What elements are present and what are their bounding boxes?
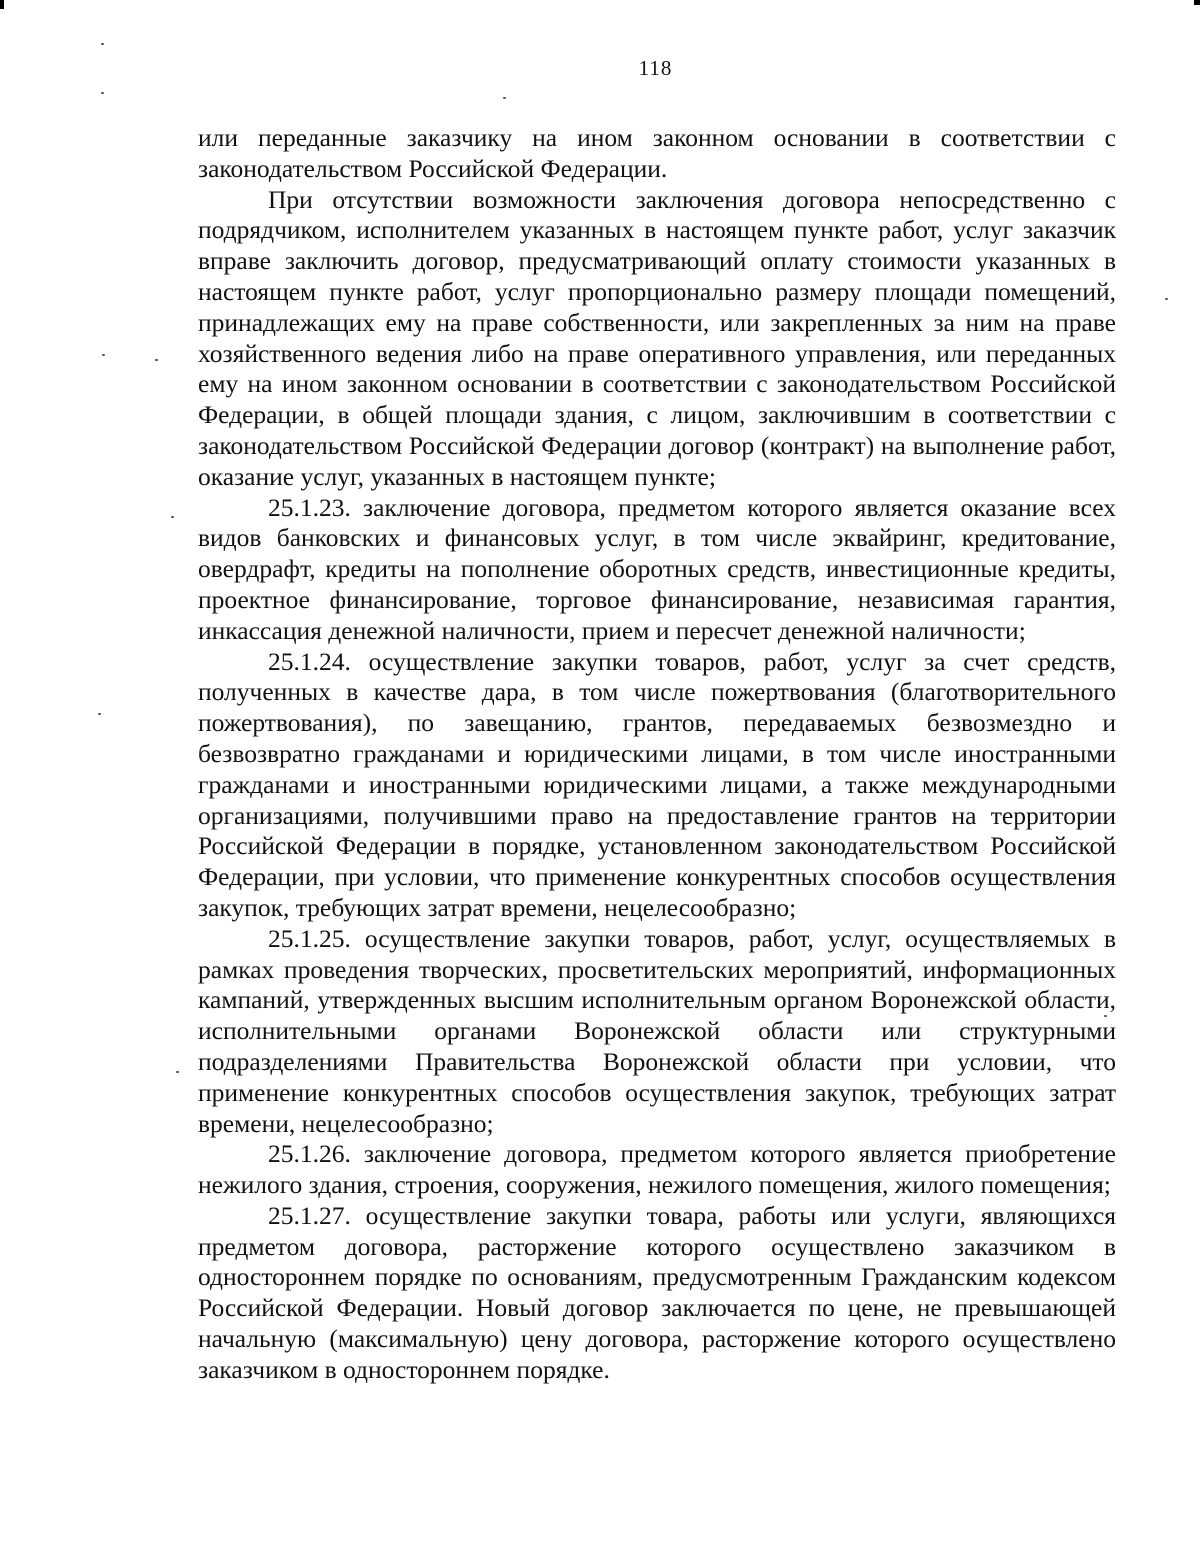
paragraph-25-1-26: 25.1.26. заключение договора, предметом которого является приобретение нежилого здания, строения, сооружения, нежилого помещения, жилого помещения; bbox=[198, 1139, 1116, 1200]
scan-speck bbox=[98, 713, 101, 715]
scan-speck bbox=[101, 43, 104, 45]
scan-edge-mark-left bbox=[0, 0, 4, 9]
paragraph-25-1-27: 25.1.27. осуществление закупки товара, работы или услуги, являющихся предметом договора, расторжение которого осуществлено заказчиком в одностороннем порядке по основаниям, предусмотренным Гражданским кодексом Российской Федерации. Новый договор заключается по цене, не превышающей начальную (максимальную) цену договора, расторжение которого осуществлено заказчиком в одностороннем порядке. bbox=[198, 1200, 1116, 1384]
scan-speck bbox=[503, 97, 506, 99]
scan-speck bbox=[176, 1071, 179, 1073]
paragraph-25-1-24: 25.1.24. осуществление закупки товаров, работ, услуг за счет средств, полученных в качестве дара, в том числе пожертвования (благотворительного пожертвования), по завещанию, грантов, передаваемых безвозмездно и безвозвратно гражданами и юридическими лицами, в том числе иностранными гражданами и иностранными юридическими лицами, а также международными организациями, получившими право на предоставление грантов на территории Российской Федерации в порядке, установленном законодательством Российской Федерации, при условии, что применение конкурентных способов осуществления закупок, требующих затрат времени, нецелесообразно; bbox=[198, 646, 1116, 922]
scan-speck bbox=[1165, 298, 1168, 300]
paragraph-no-direct-contract: При отсутствии возможности заключения договора непосредственно с подрядчиком, исполнителем указанных в настоящем пункте работ, услуг заказчик вправе заключить договор, предусматривающий оплату стоимости указанных в настоящем пункте работ, услуг пропорционально размеру площади помещений, принадлежащих ему на праве собственности, или закрепленных за ним на праве хозяйственного ведения либо на праве оперативного управления, или переданных ему на ином законном основании в соответствии с законодательством Российской Федерации, в общей площади здания, с лицом, заключившим в соответствии с законодательством Российской Федерации договор (контракт) на выполнение работ, оказание услуг, указанных в настоящем пункте; bbox=[198, 184, 1116, 491]
paragraph-25-1-25: 25.1.25. осуществление закупки товаров, работ, услуг, осуществляемых в рамках проведения творческих, просветительских мероприятий, информационных кампаний, утвержденных высшим исполнительным органом Воронежской области, исполнительными органами Воронежской области или структурными подразделениями Правительства Воронежской области при условии, что применение конкурентных способов осуществления закупок, требующих затрат времени, нецелесообразно; bbox=[198, 923, 1116, 1138]
scan-speck bbox=[155, 359, 158, 361]
scan-speck bbox=[171, 516, 174, 518]
scan-speck bbox=[102, 354, 105, 356]
scan-edge-mark-right bbox=[1194, 0, 1200, 5]
document-body bbox=[198, 123, 1116, 1386]
paragraph-25-1-23: 25.1.23. заключение договора, предметом которого является оказание всех видов банковских и финансовых услуг, в том числе эквайринг, кредитование, овердрафт, кредиты на пополнение оборотных средств, инвестиционные кредиты, проектное финансирование, торговое финансирование, независимая гарантия, инкассация денежной наличности, прием и пересчет денежной наличности; bbox=[198, 492, 1116, 645]
page-number: 118 bbox=[638, 56, 673, 80]
scan-speck bbox=[101, 92, 104, 94]
paragraph-continuation: или переданные заказчику на ином законном основании в соответствии с законодательством Российской Федерации. bbox=[198, 123, 1116, 183]
